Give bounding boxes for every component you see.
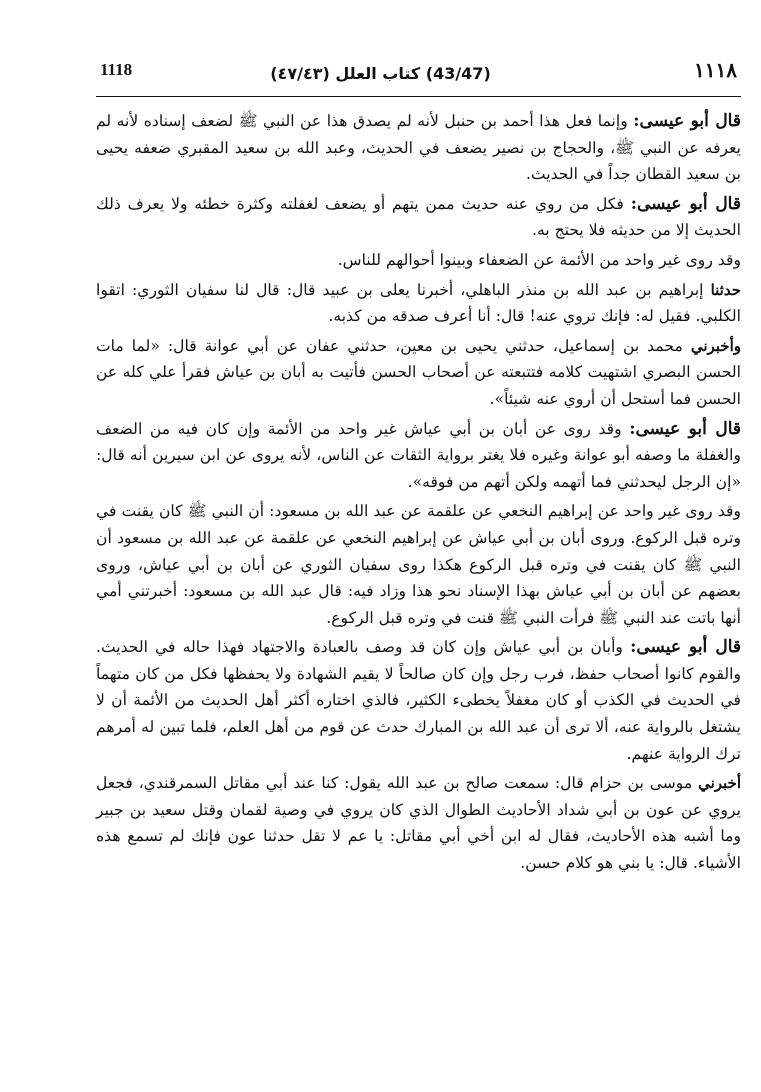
speaker-label: قال أبو عيسى: — [630, 193, 741, 214]
paragraph-text: وقد روى غير واحد من الأئمة عن الضعفاء وبينوا أحوالهم للناس. — [337, 250, 741, 269]
running-title: (43/47) كتاب العلل (٤٧/٤٣) — [270, 64, 491, 83]
paragraph — [96, 770, 741, 876]
narration-label: وأخبرني — [690, 336, 741, 355]
speaker-label: قال أبو عيسى: — [630, 637, 741, 658]
speaker-label: قال أبو عيسى: — [629, 418, 741, 439]
paragraph — [96, 108, 741, 188]
paragraph-text: وإنما فعل هذا أحمد بن حنبل لأنه لم يصدق هذا عن النبي ﷺ لضعف إسناده لأنه لم يعرفه عن النبي ﷺ، والحجاج بن نصير يضعف في الحديث، وعبد الله بن سعيد المقبري ضعفه يحيى بن سعيد القطان جداً في الحديث. — [96, 112, 741, 184]
paragraph — [96, 277, 741, 330]
narration-label: حدثنا — [710, 280, 741, 299]
paragraph-text: محمد بن إسماعيل، حدثني يحيى بن معين، حدثني عفان عن أبي عوانة قال: «لما مات الحسن البصري اشتهيت كلامه فتتبعته عن أصحاب الحسن فأتيت به أبان بن عياش فقرأ علي كله عن الحسن فما أستحل أن أروي عنه شيئاً». — [96, 336, 741, 408]
page-number-arabic: ١١١٨ — [694, 58, 737, 82]
paragraph-text: موسى بن حزام قال: سمعت صالح بن عبد الله يقول: كنا عند أبي مقاتل السمرقندي، فجعل يروي عن عون بن أبي شداد الأحاديث الطوال الذي كان يروي في وصية لقمان وقتل سعيد بن جبير وما أشبه هذه الأحاديث، فقال له ابن أخي أبي مقاتل: يا عم لا تقل حدثنا عون فإنك لم تسمع هذه الأشياء. قال: يا بني هو كلام حسن. — [96, 774, 741, 873]
paragraph-text: إبراهيم بن عبد الله بن منذر الباهلي، أخبرنا يعلى بن عبيد قال: قال لنا سفيان الثوري: اتقوا الكلبي. فقيل له: فإنك تروي عنه! قال: أنا أعرف صدقه من كذبه. — [96, 280, 741, 326]
paragraph-text: وأبان بن أبي عياش وإن كان قد وصف بالعبادة والاجتهاد فهذا حاله في الحديث. والقوم كانوا أصحاب حفظ، فرب رجل وإن كان صالحاً لا يقيم الشهادة ولا يحفظها فكل من كان متهماً في الحديث في الكذب أو كان مغفلاً يخطىء الكثير، فالذي اختاره أكثر أهل الحديث من الأئمة أن لا يشتغل بالرواية عنه، ألا ترى أن عبد الله بن المبارك حدث عن قوم من أهل العلم، فلما تبين له أمرهم ترك الرواية عنهم. — [96, 638, 741, 763]
paragraph — [96, 416, 741, 496]
paragraph-text: فكل من روي عنه حديث ممن يتهم أو يضعف لغفلته وكثرة خطئه ولا يعرف ذلك الحديث إلا من حديثه فلا يحتج به. — [96, 194, 741, 240]
paragraph-text: وقد روى غير واحد عن إبراهيم النخعي عن علقمة عن عبد الله بن مسعود: أن النبي ﷺ كان يقنت في وتره قبل الركوع. وروى أبان بن أبي عياش عن إبراهيم النخعي عن علقمة عن عبد الله بن مسعود أن النبي ﷺ كان يقنت في وتره قبل الركوع هكذا روى سفيان الثوري عن أبان بن أبي عياش، وروى بعضهم عن أبان بن أبي عياش بهذا الإسناد نحو هذا وزاد فيه: قال عبد الله بن مسعود: أخبرتني أمي أنها باتت عند النبي ﷺ فرأت النبي ﷺ قنت في وتره قبل الركوع. — [96, 502, 742, 627]
speaker-label: قال أبو عيسى: — [633, 111, 741, 131]
paragraph-text: وقد روى عن أبان بن أبي عياش غير واحد من الأئمة وإن كان فيه من الضعف والغفلة ما وصفه أبو عوانة وغيره فلا يغتر برواية الثقات عن الناس، لأنه يروى عن ابن سيرين أنه قال: «إن الرجل ليحدثني فما أتهمه ولكن أتهم من فوقه». — [96, 419, 741, 491]
paragraph — [96, 191, 741, 244]
narration-label: أخبرني — [698, 774, 741, 793]
page-body — [96, 108, 741, 877]
paragraph — [96, 498, 741, 631]
paragraph — [96, 247, 741, 274]
paragraph — [96, 333, 741, 413]
header-divider — [96, 96, 741, 97]
page-header — [0, 0, 761, 100]
paragraph — [96, 634, 741, 767]
page-number-latin: 1118 — [100, 60, 133, 79]
